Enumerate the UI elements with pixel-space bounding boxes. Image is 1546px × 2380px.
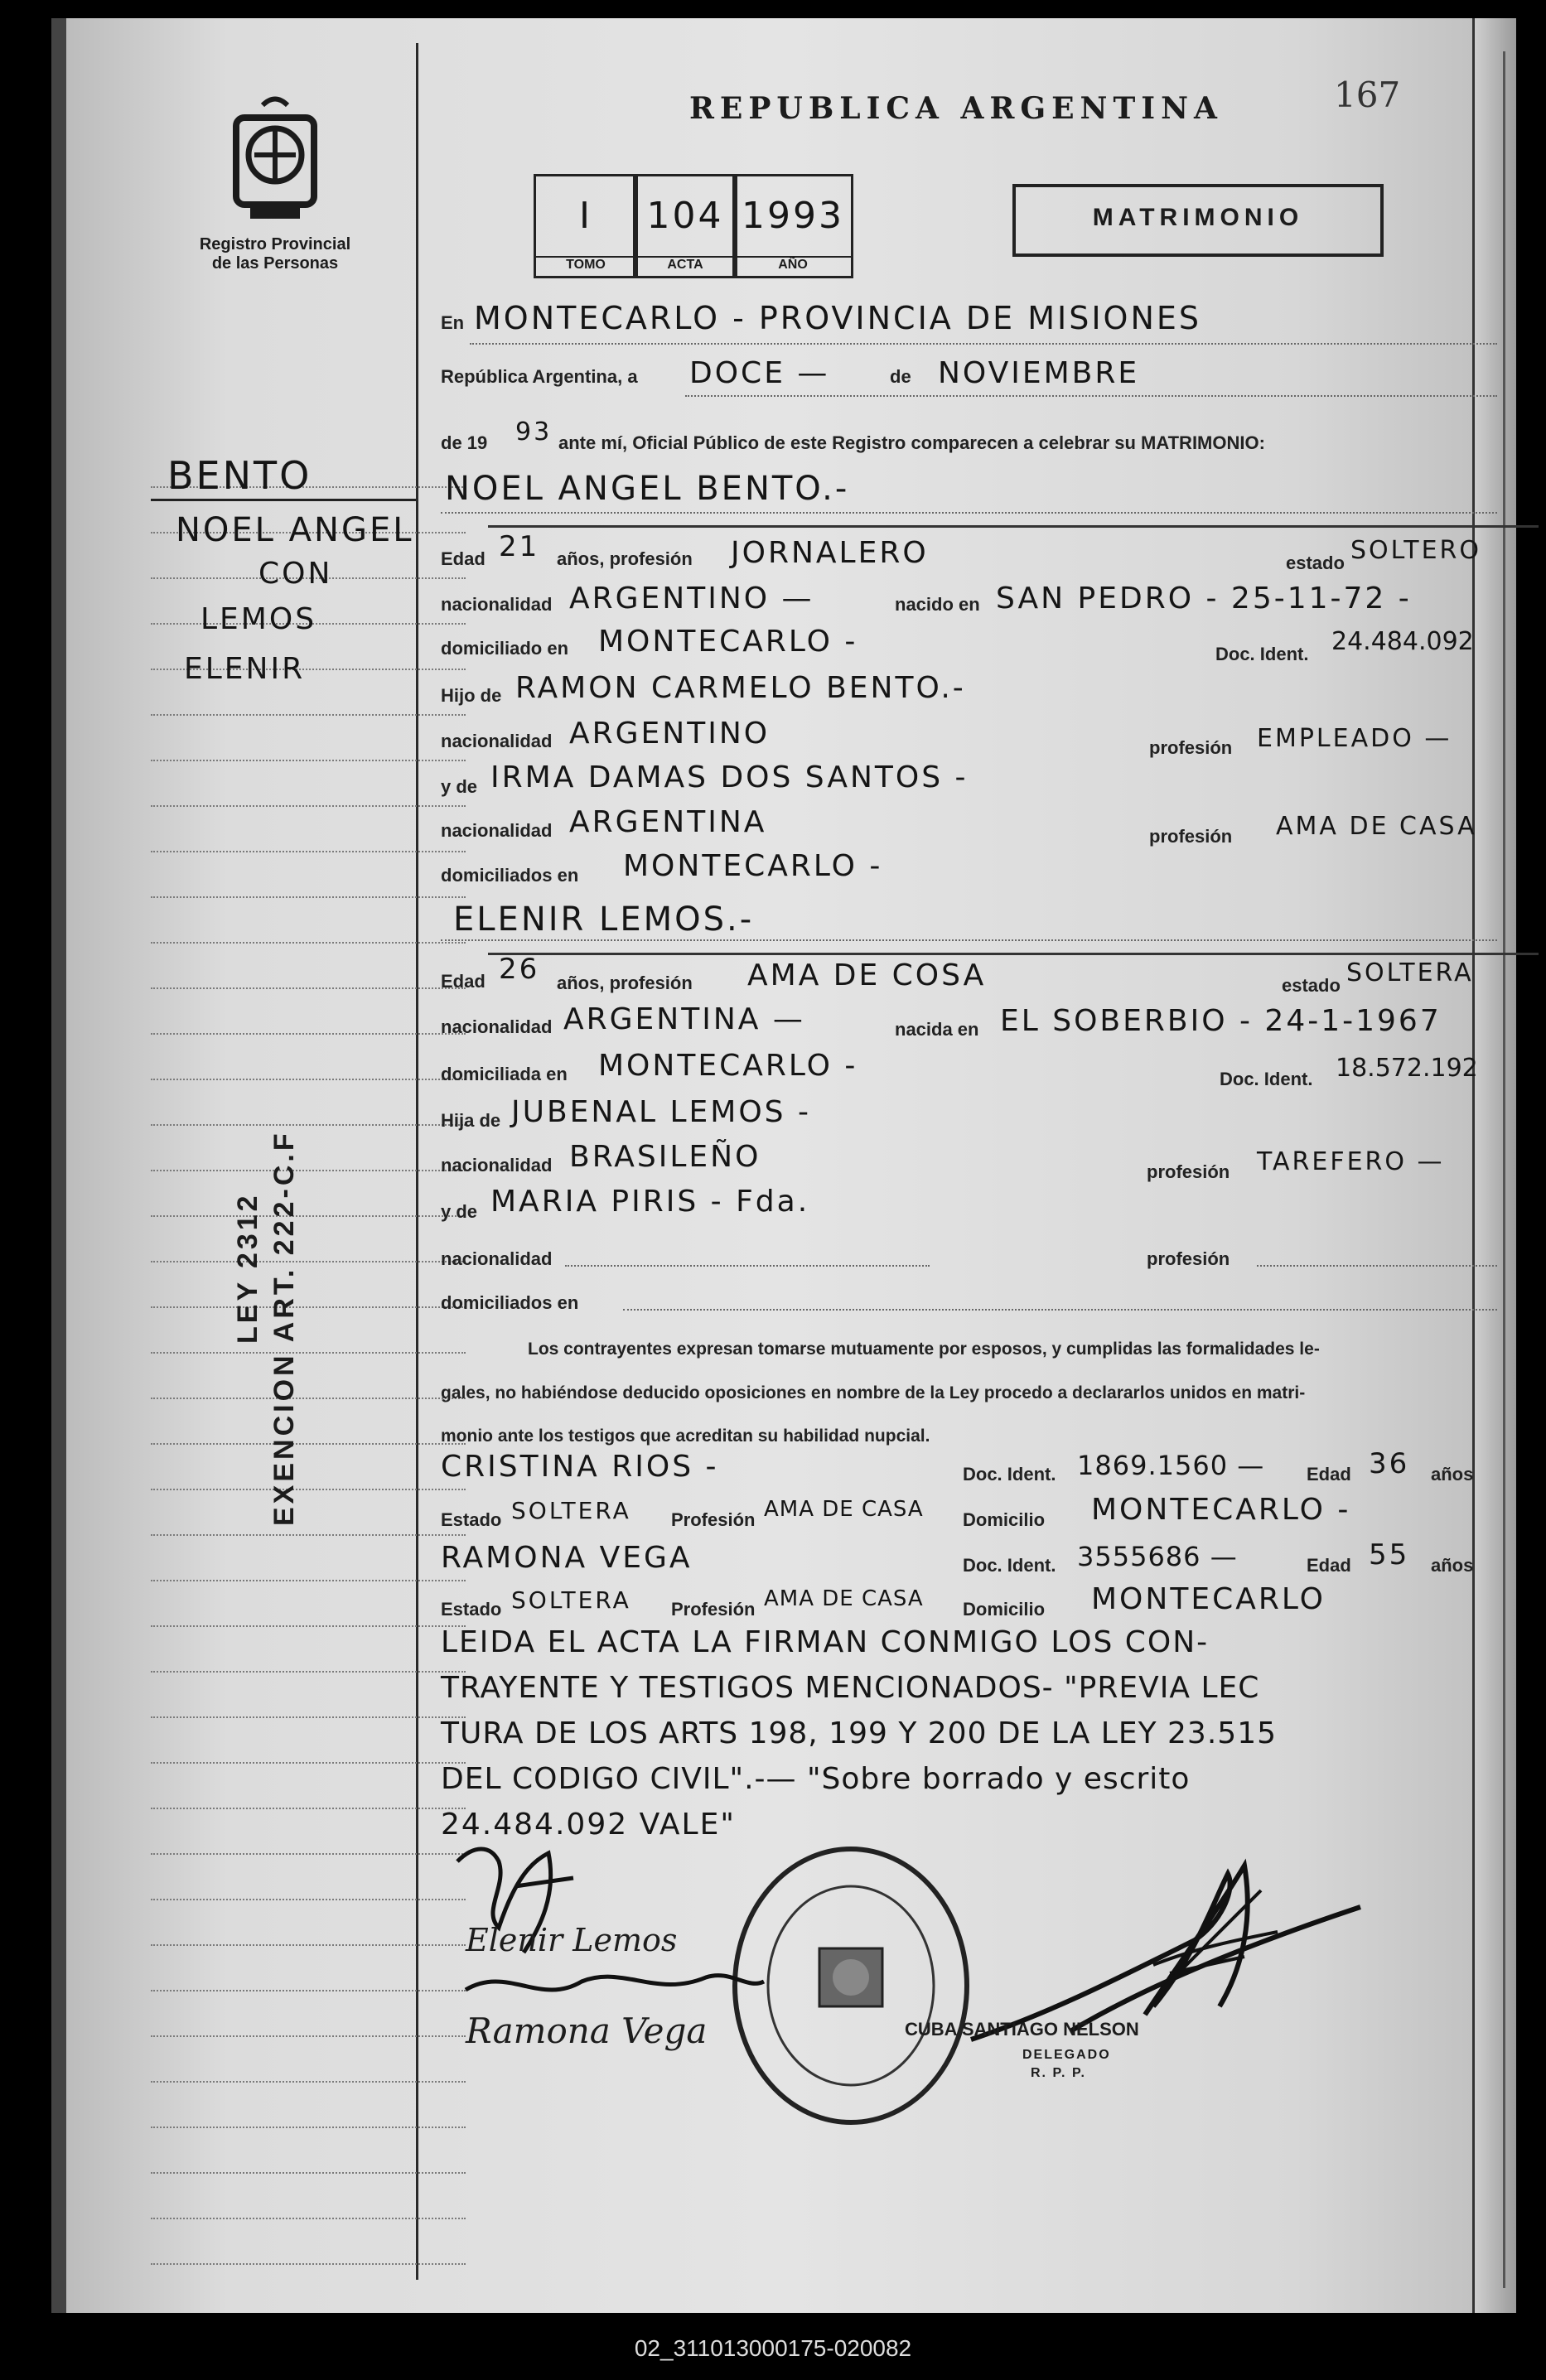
- groom-profesion: JORNALERO: [731, 536, 929, 570]
- margin-bride-name: ELENIR: [184, 652, 306, 686]
- officer-title: DELEGADO: [1022, 2048, 1111, 2062]
- groom-nacido: SAN PEDRO - 25-11-72 -: [996, 582, 1412, 616]
- bride-separator: [488, 953, 1539, 955]
- note-line-3: TURA DE LOS ARTS 198, 199 Y 200 DE LA LEY 23.515: [441, 1716, 1277, 1750]
- witness2-estado-label: Estado: [441, 1599, 502, 1620]
- witness2-prof-label: Profesión: [671, 1599, 756, 1620]
- margin-groom-name: NOEL ANGEL: [176, 511, 414, 549]
- witness2-edad: 55: [1369, 1538, 1410, 1571]
- bride-madre: MARIA PIRIS - Fda.: [490, 1185, 810, 1219]
- date-line: [685, 395, 1497, 397]
- groom-hijo-label: Hijo de: [441, 685, 502, 706]
- margin-surname: BENTO: [167, 453, 312, 498]
- witness1-estado: SOLTERA: [511, 1497, 631, 1524]
- groom-nac-madre-label: nacionalidad: [441, 820, 553, 841]
- witness2-estado: SOLTERA: [511, 1586, 631, 1614]
- bride-nacida: EL SOBERBIO - 24-1-1967: [1000, 1004, 1442, 1038]
- groom-prof-padre: EMPLEADO —: [1257, 724, 1452, 753]
- groom-name-line: [441, 512, 1497, 514]
- groom-dom-padres: MONTECARLO -: [623, 849, 883, 883]
- witness1-profesion: AMA DE CASA: [764, 1497, 924, 1522]
- groom-domicilio: MONTECARLO -: [598, 625, 858, 659]
- groom-nac-padre: ARGENTINO: [569, 717, 771, 751]
- tomo-value: I: [579, 195, 592, 237]
- bride-name-line: [441, 939, 1497, 941]
- republica-label: República Argentina, a: [441, 366, 638, 387]
- bride-nac-padre-label: nacionalidad: [441, 1155, 553, 1176]
- note-line-1: LEIDA EL ACTA LA FIRMAN CONMIGO LOS CON-: [441, 1625, 1210, 1659]
- note-line-4: DEL CODIGO CIVIL".-— "Sobre borrado y escrito: [441, 1762, 1191, 1796]
- bride-doms-label: domiciliados en: [441, 1292, 579, 1313]
- groom-edad-label: Edad: [441, 548, 486, 569]
- margin-con: CON: [258, 557, 333, 591]
- place-value: MONTECARLO - PROVINCIA DE MISIONES: [474, 300, 1202, 336]
- groom-doc: 24.484.092: [1331, 627, 1474, 656]
- groom-padre: RAMON CARMELO BENTO.-: [515, 671, 966, 705]
- witness1-doc: 1869.1560 —: [1077, 1450, 1265, 1481]
- bride-estado-label: estado: [1282, 975, 1341, 996]
- stamp-exemption: EXENCION ART. 222-C.F: [268, 1130, 300, 1526]
- groom-madre: IRMA DAMAS DOS SANTOS -: [490, 760, 969, 794]
- groom-doc-label: Doc. Ident.: [1215, 644, 1309, 664]
- witness2-dom-label: Domicilio: [963, 1599, 1046, 1620]
- witness2-name: RAMONA VEGA: [441, 1541, 693, 1575]
- bride-prof-padre: TAREFERO —: [1257, 1147, 1445, 1176]
- witness2-doc: 3555686 —: [1077, 1541, 1238, 1572]
- witness1-name: CRISTINA RIOS -: [441, 1450, 719, 1484]
- tomo-box: [534, 174, 638, 278]
- legal-text-2: gales, no habiéndose deducido oposiciones en nombre de la Ley procedo a declararlos unidos en matri-: [441, 1383, 1306, 1402]
- year-prefix: de 19: [441, 432, 488, 453]
- bride-nacionalidad: ARGENTINA —: [563, 1002, 805, 1036]
- bride-doc-label: Doc. Ident.: [1220, 1069, 1313, 1089]
- country-title: REPUBLICA ARGENTINA: [689, 91, 1223, 126]
- bride-prof-madre-line: [1257, 1265, 1497, 1267]
- witness2-edad-label: Edad: [1307, 1555, 1351, 1576]
- bride-name: ELENIR LEMOS.-: [453, 900, 755, 939]
- bride-edad: 26: [499, 953, 540, 986]
- groom-name: NOEL ANGEL BENTO.-: [445, 470, 850, 508]
- officer-signature-icon: [946, 1841, 1377, 2089]
- bride-domicilio: MONTECARLO -: [598, 1049, 858, 1083]
- bride-nac-label: nacionalidad: [441, 1016, 553, 1037]
- groom-separator: [488, 525, 1539, 528]
- witness1-doc-label: Doc. Ident.: [963, 1464, 1056, 1484]
- page-edge: [1472, 18, 1516, 2313]
- page-number: 167: [1334, 75, 1401, 115]
- groom-anos-prof-label: años, profesión: [557, 548, 693, 569]
- bride-hija-label: Hija de: [441, 1110, 501, 1131]
- witness1-domicilio: MONTECARLO -: [1091, 1493, 1351, 1527]
- groom-prof-madre-label: profesión: [1149, 826, 1233, 847]
- officer-org: R. P. P.: [1031, 2066, 1086, 2080]
- groom-yde-label: y de: [441, 776, 478, 797]
- tomo-label: TOMO: [536, 256, 635, 273]
- registry-name-line2: de las Personas: [211, 254, 339, 273]
- groom-nac-padre-label: nacionalidad: [441, 731, 553, 751]
- registry-name-line1: Registro Provincial: [199, 235, 351, 253]
- acta-value: 104: [646, 195, 724, 237]
- witness1-dom-label: Domicilio: [963, 1509, 1046, 1530]
- en-label: En: [441, 312, 465, 333]
- groom-edad: 21: [499, 530, 540, 563]
- footer-bar: [0, 2322, 1546, 2380]
- bride-doc: 18.572.192: [1336, 1054, 1478, 1083]
- witness1-edad-label: Edad: [1307, 1464, 1351, 1484]
- bride-prof-madre-label: profesión: [1147, 1248, 1230, 1269]
- register-page: [51, 18, 1516, 2313]
- margin-underline: [151, 499, 416, 501]
- bride-nac-madre-line: [565, 1265, 930, 1267]
- place-line: [470, 343, 1497, 345]
- bride-nac-padre: BRASILEÑO: [569, 1140, 761, 1174]
- bride-nac-madre-label: nacionalidad: [441, 1248, 553, 1269]
- witness2-profesion: AMA DE CASA: [764, 1586, 924, 1611]
- witness1-estado-label: Estado: [441, 1509, 502, 1530]
- margin-bride-surname: LEMOS: [200, 602, 317, 636]
- year-suffix: 93: [515, 418, 553, 447]
- bride-dom-label: domiciliada en: [441, 1064, 568, 1084]
- registry-emblem-icon: [229, 93, 321, 234]
- ano-box: [732, 174, 853, 278]
- day-value: DOCE —: [689, 356, 830, 390]
- witness1-edad: 36: [1369, 1447, 1410, 1480]
- groom-nacionalidad: ARGENTINO —: [569, 582, 814, 616]
- bride-nacida-label: nacida en: [895, 1019, 979, 1040]
- bride-padre: JUBENAL LEMOS -: [511, 1095, 811, 1129]
- bride-yde-label: y de: [441, 1201, 478, 1222]
- groom-prof-madre: AMA DE CASA: [1276, 812, 1477, 841]
- groom-doms-label: domiciliados en: [441, 865, 579, 886]
- witness1-anos-label: años: [1431, 1464, 1474, 1484]
- bride-doms-line: [623, 1309, 1497, 1311]
- exemption-stamp: [229, 1130, 302, 1526]
- scan-id: 02_311013000175-020082: [634, 2335, 912, 2361]
- record-type: MATRIMONIO: [1092, 204, 1304, 231]
- witness1-prof-label: Profesión: [671, 1509, 756, 1530]
- signature-elenir: Elenir Lemos: [466, 1922, 678, 1958]
- binding-edge: [51, 18, 66, 2313]
- officer-name: CUBA SANTIAGO NELSON: [905, 2019, 1139, 2040]
- witness2-anos-label: años: [1431, 1555, 1474, 1576]
- note-line-5: 24.484.092 VALE": [441, 1808, 736, 1842]
- witness1-signature-icon: [457, 1957, 772, 2015]
- stamp-law: LEY 2312: [232, 1192, 263, 1344]
- groom-dom-label: domiciliado en: [441, 638, 569, 659]
- bride-edad-label: Edad: [441, 971, 486, 992]
- ano-label: AÑO: [735, 256, 851, 273]
- bride-prof-padre-label: profesión: [1147, 1161, 1230, 1182]
- acta-box: [633, 174, 737, 278]
- ano-value: 1993: [742, 195, 844, 237]
- groom-estado-label: estado: [1286, 553, 1345, 573]
- bride-anos-prof-label: años, profesión: [557, 973, 693, 993]
- de-label: de: [890, 366, 911, 387]
- month-value: NOVIEMBRE: [938, 356, 1140, 390]
- groom-estado: SOLTERO: [1350, 536, 1481, 565]
- witness2-doc-label: Doc. Ident.: [963, 1555, 1056, 1576]
- bride-profesion: AMA DE COSA: [747, 958, 987, 992]
- legal-text-1: Los contrayentes expresan tomarse mutuamente por esposos, y cumplidas las formalidades le-: [528, 1340, 1320, 1359]
- groom-prof-padre-label: profesión: [1149, 737, 1233, 758]
- legal-text-3: monio ante los testigos que acreditan su habilidad nupcial.: [441, 1427, 930, 1446]
- groom-nac-label: nacionalidad: [441, 594, 553, 615]
- signature-ramona: Ramona Vega: [466, 2011, 708, 2051]
- ante-text: ante mí, Oficial Público de este Registro comparecen a celebrar su MATRIMONIO:: [558, 432, 1265, 453]
- note-line-2: TRAYENTE Y TESTIGOS MENCIONADOS- "PREVIA LEC: [441, 1671, 1260, 1705]
- groom-nac-madre: ARGENTINA: [569, 805, 767, 839]
- witness2-domicilio: MONTECARLO: [1091, 1582, 1326, 1616]
- right-rule: [1503, 51, 1505, 2288]
- record-type-box: [1012, 184, 1384, 257]
- groom-nacido-label: nacido en: [895, 594, 980, 615]
- bride-estado: SOLTERA: [1346, 958, 1474, 987]
- acta-label: ACTA: [635, 256, 735, 273]
